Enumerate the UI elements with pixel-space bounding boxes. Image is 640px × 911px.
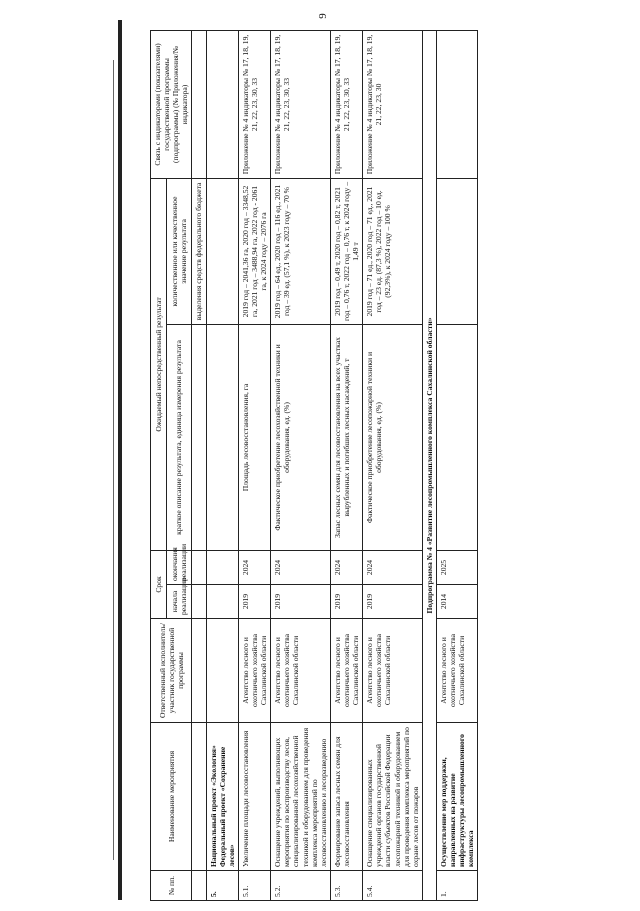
row-end: 2024 xyxy=(238,550,270,584)
header-desc: краткое описание результата, единица измерения результата xyxy=(166,324,192,550)
row-executor: Агентство лесного и охотничьего хозяйства Сахалинской области xyxy=(436,619,477,723)
row-executor: Агентство лесного и охотничьего хозяйства Сахалинской области xyxy=(330,619,362,723)
project-num: 5. xyxy=(206,871,238,901)
row-link: Приложение № 4 индикаторы № 17, 18, 19, 21, 22, 23, 30, 33 xyxy=(330,30,362,178)
header-value: количественное или качественное значение результата xyxy=(166,178,192,324)
row-start: 2019 xyxy=(363,585,423,619)
scan-edge-inner xyxy=(113,60,114,860)
row-start: 2019 xyxy=(271,585,331,619)
row-end: 2025 xyxy=(436,550,477,584)
row-link xyxy=(436,30,477,178)
row-value: 2019 год – 2041,36 га, 2020 год – 3348,52 га, 2021 год – 3488,94 га, 2022 год - 2061 га, к 2024 году – 2076 га xyxy=(238,178,270,324)
row-executor: Агентство лесного и охотничьего хозяйства Сахалинской области xyxy=(363,619,423,723)
header-name: Наименование мероприятия xyxy=(151,723,192,871)
row-num: 5.3. xyxy=(330,871,362,901)
row-start: 2019 xyxy=(330,585,362,619)
header-end: окончания реализации xyxy=(166,550,192,584)
row-value: 2019 год – 0,49 т, 2020 год – 0,82 т, 2021 год – 0,76 т, 2022 год – 0,76 т, к 2024 году – 1,49 т xyxy=(330,178,362,324)
header-result: Ожидаемый непосредственный результат xyxy=(151,178,167,550)
table-row xyxy=(238,30,270,900)
table-row xyxy=(436,30,477,900)
row-name: Осуществление мер поддержки, направленных на развитие инфраструктуры лесопромышленного комплекса xyxy=(436,723,477,871)
header-num: № пп. xyxy=(151,871,192,901)
table-row xyxy=(271,30,331,900)
row-link: Приложение № 4 индикаторы № 17, 18, 19, 21, 22, 23, 30, 33 xyxy=(238,30,270,178)
row-name: Оснащение специализированных учреждений органов государственной власти субъектов Российской Федерации лесопожарной техникой и оборудованием для проведения комплекса мероприятий по охране лесов от пожаров xyxy=(363,723,423,871)
activities-table xyxy=(150,30,478,901)
row-desc: Площадь лесовосстановления, га xyxy=(238,324,270,550)
row-start: 2019 xyxy=(238,585,270,619)
row-value: 2019 год – 71 ед., 2020 год – 71 ед., 2021 год – 23 ед. (87,3 %), 2022 год – 10 ед. (92,3%), к 2024 году – 100 % xyxy=(363,178,423,324)
row-value xyxy=(436,178,477,324)
header-executor: Ответственный исполнитель/участник государственной программы xyxy=(151,619,192,723)
row-end: 2024 xyxy=(330,550,362,584)
page-number: 9 xyxy=(316,13,329,19)
header-start: начала реализации xyxy=(166,585,192,619)
note-row xyxy=(192,30,206,900)
row-name: Оснащение учреждений, выполняющих мероприятия по воспроизводству лесов, специализированной лесохозяйственной техникой и оборудованием для проведения комплекса мероприятий по лесовосстановлению и лесоразведению xyxy=(271,723,331,871)
row-num: 5.4. xyxy=(363,871,423,901)
subprogram-title: Подпрограмма № 4 «Развитие лесопромышленного комплекса Сахалинской области» xyxy=(422,30,436,900)
scan-edge xyxy=(118,20,122,900)
row-end: 2024 xyxy=(271,550,331,584)
row-desc: Фактическое приобретение лесопожарной техники и оборудования, ед. (%) xyxy=(363,324,423,550)
row-start: 2014 xyxy=(436,585,477,619)
table-container xyxy=(150,31,620,901)
header-term: Срок xyxy=(151,550,167,618)
subprogram-row xyxy=(422,30,436,900)
row-desc: Запас лесных семян для лесовосстановления на всех участках вырубленных и погибших лесных насаждений, т xyxy=(330,324,362,550)
row-name: Формирование запаса лесных семян для лесовосстановления xyxy=(330,723,362,871)
row-executor: Агентство лесного и охотничьего хозяйства Сахалинской области xyxy=(238,619,270,723)
project-line-1: Национальный проект «Экология» xyxy=(208,745,218,867)
header-link: Связь с индикаторами (показателями) государственной программы (подпрограммы) (№ Приложения/№ индикатора) xyxy=(151,30,192,178)
project-line-2: Федеральный проект «Сохранение лесов» xyxy=(217,746,236,867)
row-link: Приложение № 4 индикаторы № 17, 18, 19, 21, 22, 23, 30 xyxy=(363,30,423,178)
project-title xyxy=(206,723,238,871)
row-name: Увеличение площади лесовосстановления xyxy=(238,723,270,871)
row-executor: Агентство лесного и охотничьего хозяйства Сахалинской области xyxy=(271,619,331,723)
table-row xyxy=(330,30,362,900)
row-value: 2019 год – 64 ед., 2020 год – 116 ед., 2021 год – 39 ед. (57,1 %), к 2023 году – 70 % xyxy=(271,178,331,324)
note-cell: выделения средств федерального бюджета xyxy=(192,178,206,324)
rotated-page xyxy=(150,31,620,901)
row-num: 5.2. xyxy=(271,871,331,901)
row-desc: Фактическое приобретение лесохозяйственной техники и оборудования, ед. (%) xyxy=(271,324,331,550)
row-num: 5.1. xyxy=(238,871,270,901)
row-desc xyxy=(436,324,477,550)
row-num: 1. xyxy=(436,871,477,901)
project-row xyxy=(206,30,238,900)
row-end: 2024 xyxy=(363,550,423,584)
table-row xyxy=(363,30,423,900)
row-link: Приложение № 4 индикаторы № 17, 18, 19, 21, 22, 23, 30, 33 xyxy=(271,30,331,178)
